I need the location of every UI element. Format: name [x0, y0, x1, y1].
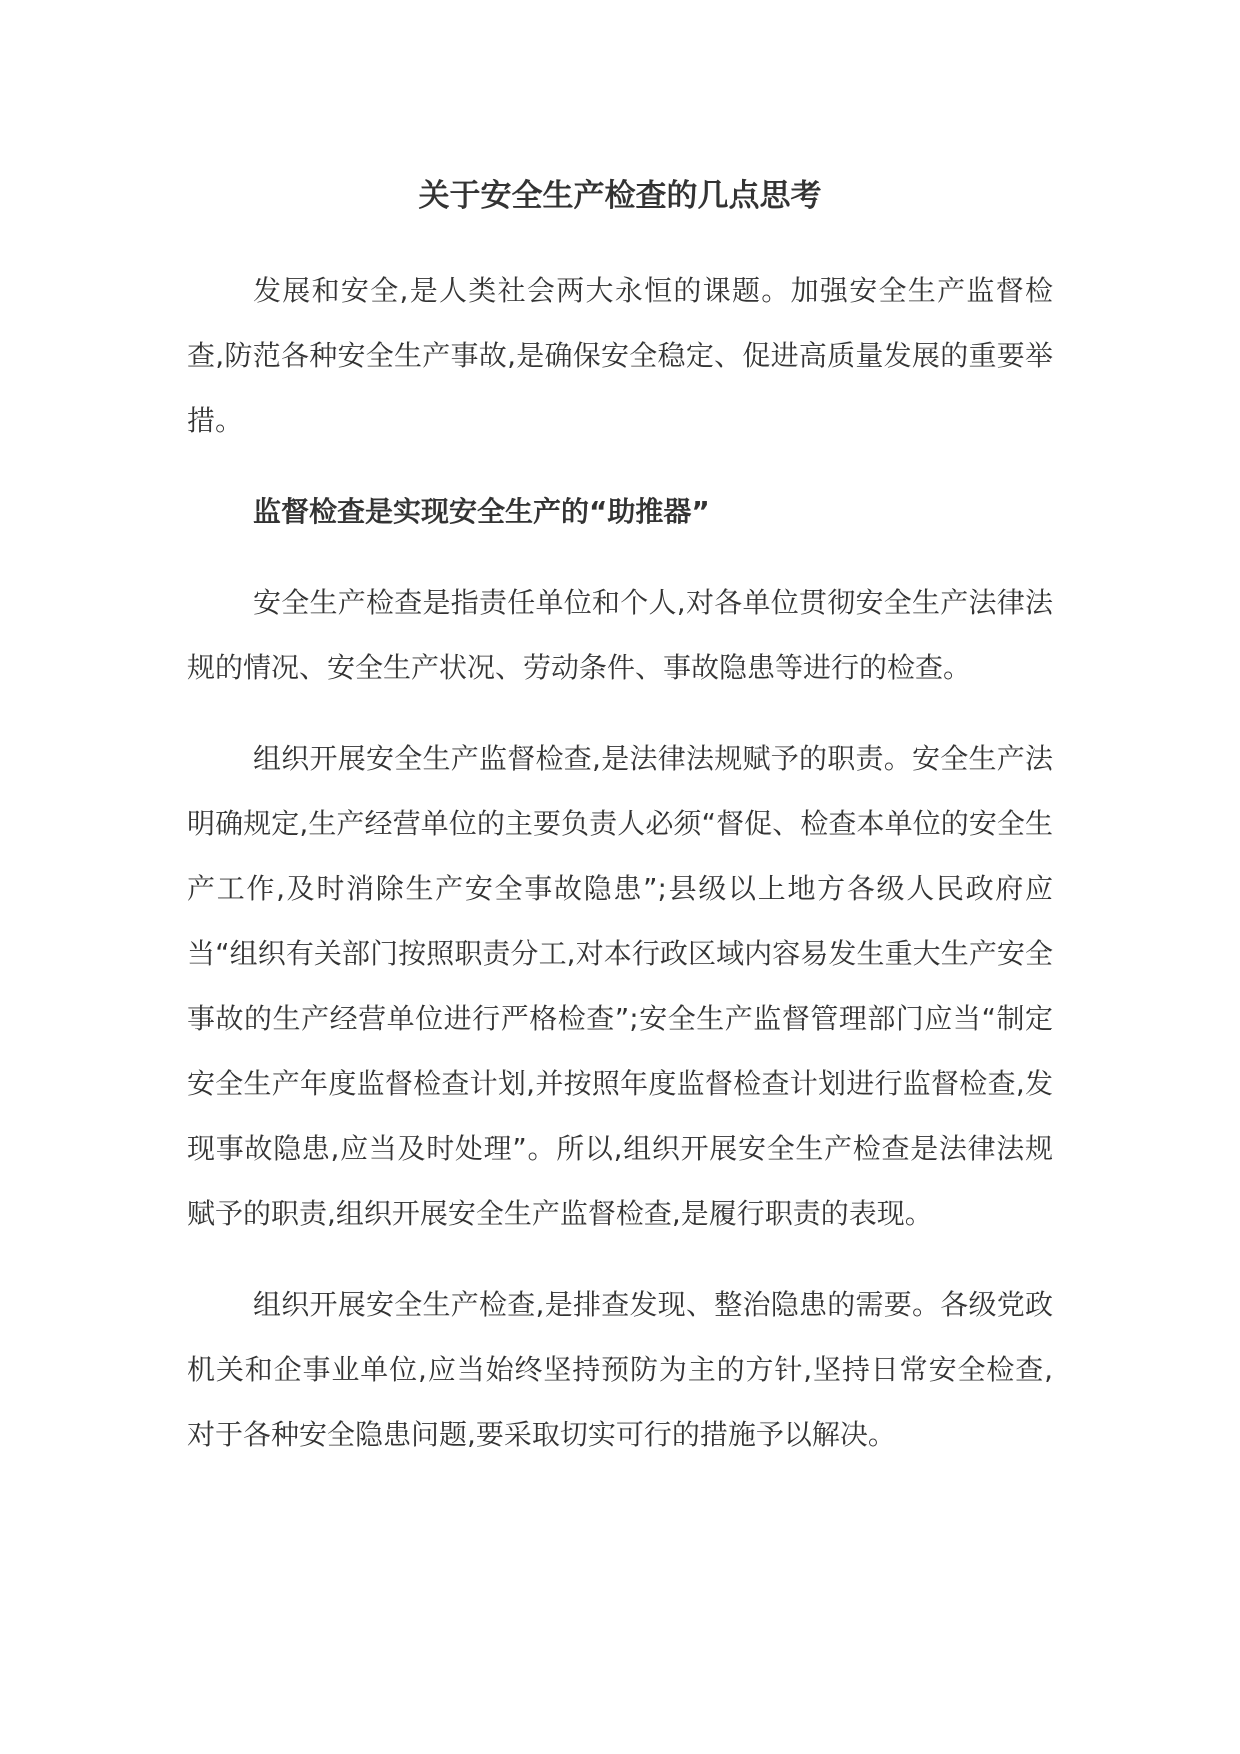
paragraph-legal-duty: 组织开展安全生产监督检查,是法律法规赋予的职责。安全生产法明确规定,生产经营单位的主要负责人必须“督促、检查本单位的安全生产工作,及时消除生产安全事故隐患”;县级以上地方各级人民政府应当“组织有关部门按照职责分工,对本行政区域内容易发生重大生产安全事故的生产经营单位进行严格检查”;安全生产监督管理部门应当“制定安全生产年度监督检查计划,并按照年度监督检查计划进行监督检查,发现事故隐患,应当及时处理”。所以,组织开展安全生产检查是法律法规赋予的职责,组织开展安全生产监督检查,是履行职责的表现。 [187, 742, 1053, 1230]
document-body [187, 258, 1053, 1493]
document-title: 关于安全生产检查的几点思考 [418, 178, 822, 214]
section-heading: 监督检查是实现安全生产的“助推器” [253, 495, 710, 528]
paragraph-intro: 发展和安全,是人类社会两大永恒的课题。加强安全生产监督检查,防范各种安全生产事故,是确保安全稳定、促进高质量发展的重要举措。 [187, 274, 1053, 437]
paragraph-definition: 安全生产检查是指责任单位和个人,对各单位贯彻安全生产法律法规的情况、安全生产状况、劳动条件、事故隐患等进行的检查。 [187, 586, 1053, 684]
paragraph-hazard-check: 组织开展安全生产检查,是排查发现、整治隐患的需要。各级党政机关和企事业单位,应当始终坚持预防为主的方针,坚持日常安全检查,对于各种安全隐患问题,要采取切实可行的措施予以解决。 [187, 1288, 1053, 1451]
